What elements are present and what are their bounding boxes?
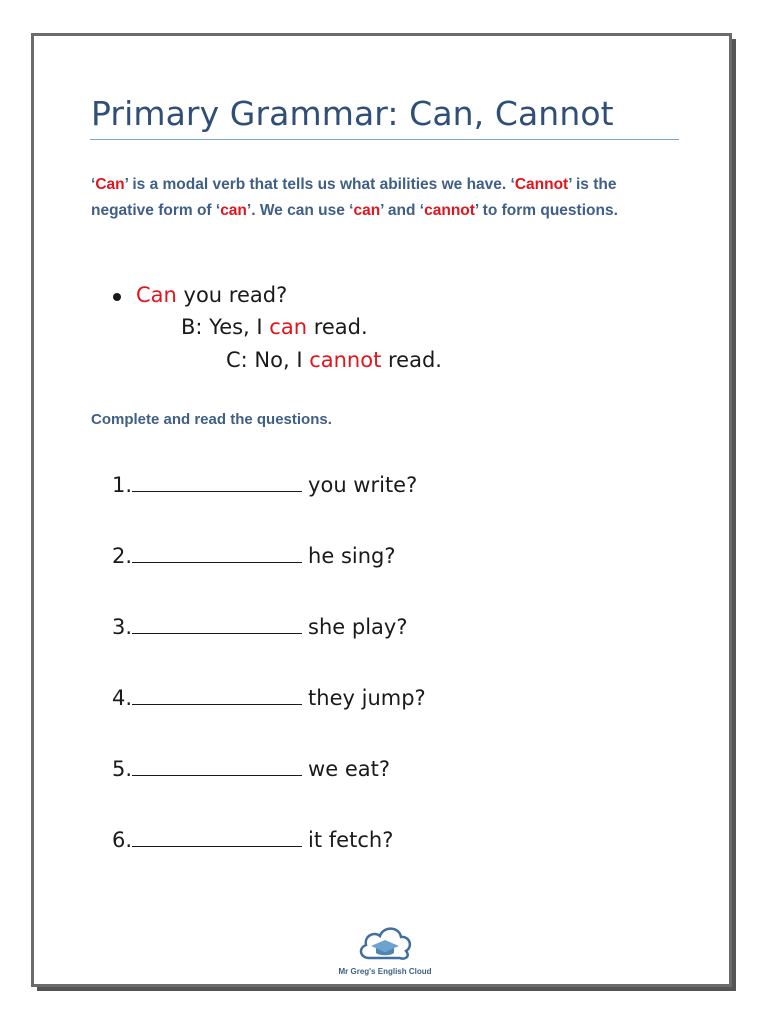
- intro-paragraph: [91, 172, 671, 224]
- question-text: it fetch?: [308, 828, 394, 852]
- page-title: Primary Grammar: Can, Cannot: [91, 94, 614, 133]
- example-b-red: can: [269, 315, 308, 339]
- title-underline: [90, 139, 679, 140]
- intro-part-5: ’ to form questions.: [474, 202, 618, 219]
- question-number: 6.: [112, 828, 133, 852]
- intro-part-1: ’ is a modal verb that tells us what abilities we have. ‘: [124, 176, 515, 193]
- question-number: 5.: [112, 757, 133, 781]
- example-c-red: cannot: [309, 348, 382, 372]
- question-text: she play?: [308, 615, 408, 639]
- example-c-prefix: C: No, I: [226, 348, 310, 372]
- question-row: [112, 828, 393, 858]
- intro-part-2: ’ is the negative form of ‘: [91, 176, 617, 219]
- logo-text: Mr Greg's English Cloud: [338, 967, 432, 976]
- instruction-text: Complete and read the questions.: [91, 411, 332, 428]
- question-text: you write?: [308, 473, 418, 497]
- intro-part-3: ’. We can use ‘: [246, 202, 354, 219]
- example-line-c: [226, 348, 442, 372]
- example-line-b: [181, 315, 368, 339]
- cloud-graduation-cap-icon: [355, 920, 415, 964]
- question-text: we eat?: [308, 757, 390, 781]
- answer-blank[interactable]: [132, 544, 302, 563]
- intro-cannot-word: Cannot: [514, 176, 569, 193]
- example-line-a: [136, 283, 287, 307]
- question-number: 4.: [112, 686, 133, 710]
- example-a-red: Can: [136, 283, 177, 307]
- question-row: [112, 757, 390, 787]
- question-number: 1.: [112, 473, 133, 497]
- question-row: [112, 686, 426, 716]
- example-a-rest: you read?: [176, 283, 288, 307]
- intro-can-word-2: can: [220, 202, 247, 219]
- question-number: 2.: [112, 544, 133, 568]
- question-text: they jump?: [308, 686, 426, 710]
- question-text: he sing?: [308, 544, 396, 568]
- logo: [335, 920, 435, 980]
- intro-quote-open: ‘: [91, 176, 96, 193]
- question-row: [112, 473, 417, 503]
- answer-blank[interactable]: [132, 686, 302, 705]
- example-b-rest: read.: [307, 315, 368, 339]
- answer-blank[interactable]: [132, 473, 302, 492]
- answer-blank[interactable]: [132, 615, 302, 634]
- question-number: 3.: [112, 615, 133, 639]
- bullet-icon: [113, 293, 121, 301]
- answer-blank[interactable]: [132, 757, 302, 776]
- intro-can-word-3: can: [353, 202, 381, 219]
- example-b-prefix: B: Yes, I: [181, 315, 270, 339]
- intro-part-4: ’ and ‘: [380, 202, 425, 219]
- intro-cannot-word-2: cannot: [424, 202, 475, 219]
- intro-can-word: Can: [95, 176, 125, 193]
- question-row: [112, 615, 408, 645]
- example-c-rest: read.: [381, 348, 442, 372]
- question-row: [112, 544, 396, 574]
- answer-blank[interactable]: [132, 828, 302, 847]
